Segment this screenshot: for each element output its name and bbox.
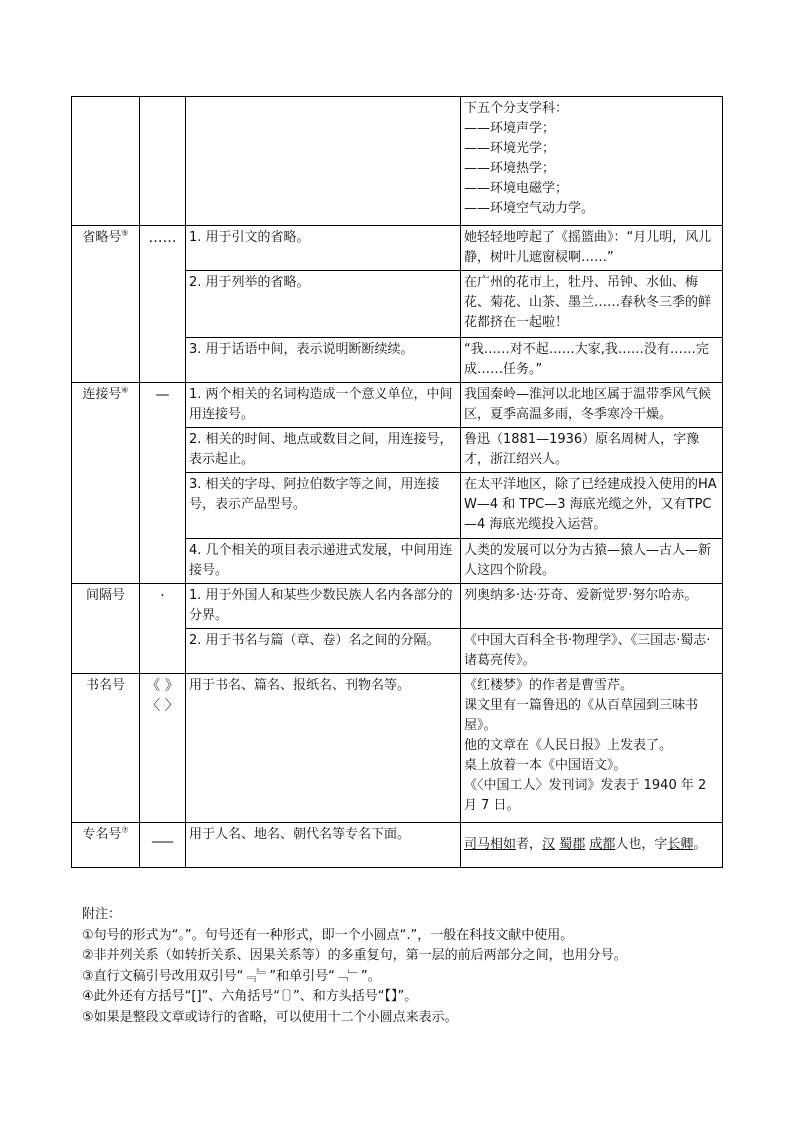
mark-name-interpunct: 间隔号 (72, 584, 140, 674)
footnotes-title: 附注： (82, 907, 122, 922)
example-cell: “我……对不起……大家,我……没有……完成……任务。” (461, 338, 723, 383)
table-row (72, 383, 723, 428)
example-cell: 司马相如者，汉 蜀郡 成都人也，字长卿。 (461, 823, 723, 868)
example-cell: 《中国大百科全书·物理学》、《三国志·蜀志·诸葛亮传》。 (461, 629, 723, 674)
table-row (72, 584, 723, 629)
usage-cell: 3. 相关的字母、阿拉伯数字等之间，用连接号，表示产品型号。 (186, 473, 461, 539)
example-cell: 《红楼梦》的作者是曹雪芹。 课文里有一篇鲁迅的《从百草园到三味书屋》。 他的文章在《人民日报》上发表了。 桌上放着一本《中国语文》。 《〈中国工人〉发刊词》发表于 1940 年 2 月 7 日。 (461, 674, 723, 823)
usage-cell: 2. 相关的时间、地点或数目之间，用连接号，表示起止。 (186, 428, 461, 473)
usage-cell: 用于书名、篇名、报纸名、刊物名等。 (186, 674, 461, 823)
mark-symbol-ellipsis: …… (140, 226, 186, 383)
example-cell: 下五个分支学科： ——环境声学； ——环境光学； ——环境热学； ——环境电磁学； ——环境空气动力学。 (461, 97, 723, 226)
usage-cell: 1. 用于引文的省略。 (186, 226, 461, 271)
example-cell: 列奥纳多·达·芬奇、爱新觉罗·努尔哈赤。 (461, 584, 723, 629)
mark-name-hyphen: 连接号⑥ (72, 383, 140, 584)
footnote: ④此外还有方括号“[]”、六角括号“〔〕”、和方头括号“【】”。 (82, 989, 418, 1004)
usage-cell: 1. 用于外国人和某些少数民族人名内各部分的分界。 (186, 584, 461, 629)
footnote: ②非并列关系（如转折关系、因果关系等）的多重复句，第一层的前后两部分之间，也用分号。 (82, 948, 627, 963)
table-row (72, 674, 723, 823)
mark-name-booktitle: 书名号 (72, 674, 140, 823)
usage-cell: 2. 用于书名与篇（章、卷）名之间的分隔。 (186, 629, 461, 674)
example-cell: 我国秦岭—淮河以北地区属于温带季风气候区，夏季高温多雨，冬季寒冷干燥。 (461, 383, 723, 428)
table-row (72, 226, 723, 271)
usage-cell: 4. 几个相关的项目表示递进式发展，中间用连接号。 (186, 539, 461, 584)
usage-cell: 3. 用于话语中间，表示说明断断续续。 (186, 338, 461, 383)
example-cell: 人类的发展可以分为古猿—猿人—古人—新人这四个阶段。 (461, 539, 723, 584)
footnote: ⑤如果是整段文章或诗行的省略，可以使用十二个小圆点来表示。 (82, 1009, 458, 1025)
example-cell: 在太平洋地区，除了已经建成投入使用的HAW—4 和 TPC—3 海底光缆之外，又有TPC—4 海底光缆投入运营。 (461, 473, 723, 539)
mark-symbol-interpunct: · (140, 584, 186, 674)
mark-name-proper: 专名号⑦ (72, 823, 140, 868)
example-cell: 她轻轻地哼起了《摇篮曲》：“月儿明，风儿静，树叶儿遮窗棂啊……” (461, 226, 723, 271)
example-cell: 鲁迅（1881—1936）原名周树人，字豫才，浙江绍兴人。 (461, 428, 723, 473)
footnotes (82, 905, 742, 1028)
usage-cell: 用于人名、地名、朝代名等专名下面。 (186, 823, 461, 868)
mark-symbol-proper: ___ (140, 823, 186, 868)
footnote: ①句号的形式为“。”。句号还有一种形式，即一个小圆点“.”，一般在科技文献中使用。 (82, 927, 574, 943)
mark-symbol-hyphen: — (140, 383, 186, 584)
table-row (72, 823, 723, 868)
usage-cell: 1. 两个相关的名词构造成一个意义单位，中间用连接号。 (186, 383, 461, 428)
footnote: ③直行文稿引号改用双引号“﹃﹄”和单引号“﹁﹂”。 (82, 968, 381, 984)
example-cell: 在广州的花市上，牡丹、吊钟、水仙、梅花、菊花、山茶、墨兰……春秋冬三季的鲜花都挤在一起啦！ (461, 271, 723, 338)
table-row (72, 97, 723, 226)
usage-cell: 2. 用于列举的省略。 (186, 271, 461, 338)
punctuation-table (71, 96, 723, 868)
mark-symbol-booktitle: 《 》 〈 〉 (140, 674, 186, 823)
mark-name-ellipsis: 省略号⑤ (72, 226, 140, 383)
